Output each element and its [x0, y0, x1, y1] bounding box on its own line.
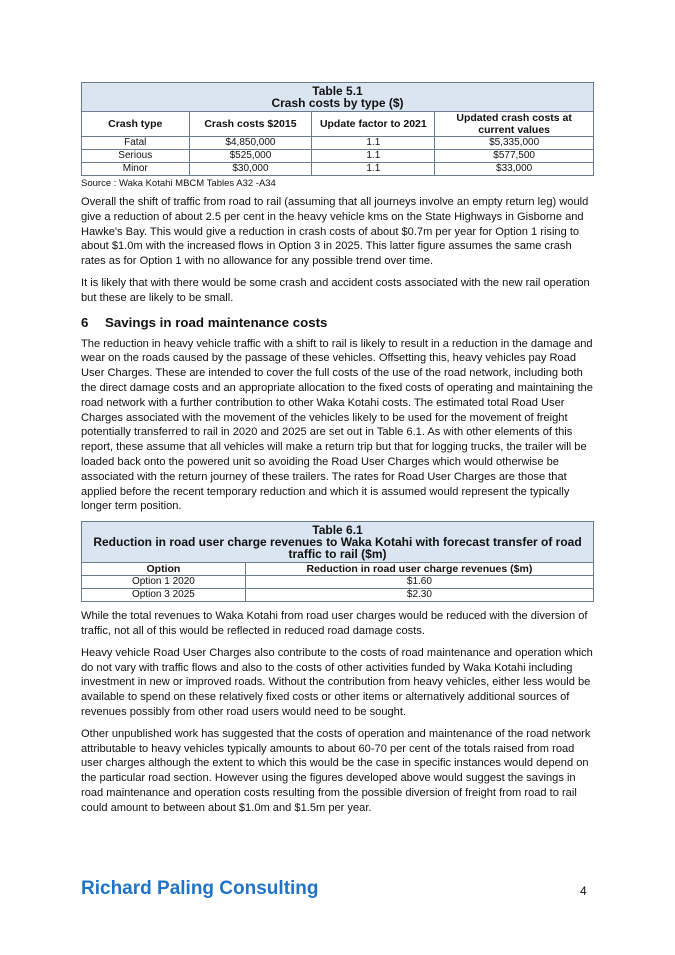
section-title: Savings in road maintenance costs — [105, 314, 328, 330]
table-6-1-subtitle: Reduction in road user charge revenues to Waka Kotahi with forecast transfer of road traffic to rail ($m) — [93, 535, 582, 562]
footer-brand: Richard Paling Consulting — [81, 878, 319, 899]
table-cell: $525,000 — [189, 150, 312, 163]
paragraph: It is likely that with there would be some crash and accident costs associated with the new rail operation but these are likely to be small. — [81, 276, 590, 304]
table-6-1-header-row — [82, 563, 594, 576]
table-6-1-caption — [82, 522, 594, 563]
paragraph: Overall the shift of traffic from road to rail (assuming that all journeys involve an empty return leg) would give a reduction of about 2.5 per cent in the heavy vehicle kms on the State Highways in Gisborne and Hawke's Bay. This would give a reduction in crash costs of about $0.7m per year for Option 1 rising to about $1.0m with the increased flows in Option 3 in 2025. This latter figure assumes the same crash rates as for Option 1 with no allowance for any possible trend over time. — [81, 196, 589, 268]
paragraph: Heavy vehicle Road User Charges also contribute to the costs of road maintenance and operation which do not vary with traffic flows and also to the costs of other activities funded by Waka Kotahi including investment in new or improved roads. Without the contribution from heavy vehicles, either less would be available to spend on these relatively fixed costs or other items or alternatively additional sources of revenues possibly from other road users would need to be sought. — [81, 646, 593, 718]
table-cell: 1.1 — [312, 137, 435, 150]
section-heading — [81, 315, 594, 331]
table-row — [82, 576, 594, 589]
paragraph: Other unpublished work has suggested that the costs of operation and maintenance of the road network attributable to heavy vehicles typically amounts to about 60-70 per cent of the totals raised from road user charges although the extent to which this would be the case in specific instances would depend on the particular road section. However using the figures developed above would suggest the savings in road maintenance and operation costs resulting from the possible diversion of freight from road to rail could amount to between about $1.0m and $1.5m per year. — [81, 727, 591, 814]
table-cell: $577,500 — [435, 150, 594, 163]
table-cell: $2.30 — [245, 589, 593, 602]
table-header-cell: Crash type — [82, 112, 190, 137]
table-5-1-subtitle: Crash costs by type ($) — [271, 96, 404, 110]
table-cell: Option 1 2020 — [82, 576, 246, 589]
table-5-1-source: Source : Waka Kotahi MBCM Tables A32 -A34 — [81, 178, 276, 189]
page-number: 4 — [580, 884, 587, 898]
table-cell: $4,850,000 — [189, 137, 312, 150]
table-cell: Fatal — [82, 137, 190, 150]
table-header-cell: Crash costs $2015 — [189, 112, 312, 137]
paragraph: While the total revenues to Waka Kotahi from road user charges would be reduced with the diversion of traffic, not all of this would be reflected in reduced road damage costs. — [81, 610, 588, 637]
paragraph: The reduction in heavy vehicle traffic with a shift to rail is likely to result in a reduction in the damage and wear on the roads caused by the passage of these vehicles. Offsetting this, heavy vehicles pay Road User Charges. These are intended to cover the full costs of the use of the road network, including both the direct damage costs and an appropriate allocation to the fixed costs of operating and maintaining the road network with a further contribution to other Waka Kotahi costs. The estimated total Road User Charges associated with the movement of the vehicles likely to be used for the movement of freight potentially transferred to rail in 2020 and 2025 are set out in Table 6.1. As with other elements of this report, these assume that all vehicles will make a return trip but that for logging trucks, the trailer will be loaded back onto the powered unit so avoiding the Road User Charges which would otherwise be associated with the return journey of these trailers. The rates for Road User Charges are those that applied before the recent temporary reduction and which it is assumed would represent the typically longer term position. — [81, 337, 593, 513]
table-5-1-title: Table 5.1 — [312, 84, 363, 98]
table-row — [82, 163, 594, 176]
table-5-1-caption — [82, 83, 594, 112]
table-6-1-title: Table 6.1 — [312, 523, 363, 538]
table-5-1 — [81, 82, 594, 176]
section-number: 6 — [81, 314, 89, 330]
table-cell: Minor — [82, 163, 190, 176]
table-row — [82, 150, 594, 163]
table-cell: 1.1 — [312, 150, 435, 163]
document-page — [81, 82, 594, 823]
table-header-cell: Update factor to 2021 — [312, 112, 435, 137]
table-header-cell: Reduction in road user charge revenues ($m) — [245, 563, 593, 576]
table-cell: $1.60 — [245, 576, 593, 589]
table-6-1 — [81, 521, 594, 602]
table-cell: 1.1 — [312, 163, 435, 176]
table-row — [82, 137, 594, 150]
table-header-cell: Updated crash costs at current values — [435, 112, 594, 137]
table-5-1-header-row — [82, 112, 594, 137]
table-cell: Serious — [82, 150, 190, 163]
table-header-cell: Option — [82, 563, 246, 576]
table-cell: $30,000 — [189, 163, 312, 176]
table-cell: Option 3 2025 — [82, 589, 246, 602]
table-row — [82, 589, 594, 602]
table-cell: $5,335,000 — [435, 137, 594, 150]
table-cell: $33,000 — [435, 163, 594, 176]
